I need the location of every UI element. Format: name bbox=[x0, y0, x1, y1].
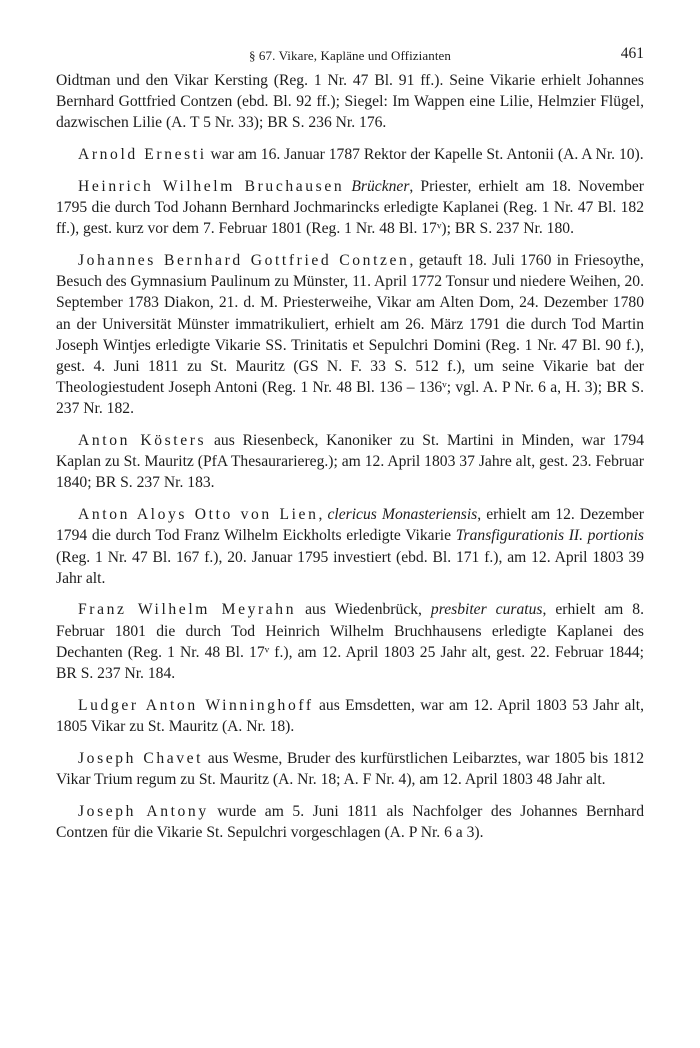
entry-text: (Reg. 1 Nr. 47 Bl. 167 f.), 20. Januar 1795 investiert (ebd. Bl. 171 f.), am 12. April 1803 39 Jahr alt. bbox=[56, 548, 644, 587]
biography-entry bbox=[56, 176, 644, 240]
entry-text: wurde am 5. Juni 1811 als Nachfolger des Johannes Bernhard Contzen für die Vikarie St. Sepulchri vorgeschlagen (A. P Nr. 6 a 3). bbox=[56, 802, 645, 841]
italic-text: presbiter curatus bbox=[430, 601, 543, 619]
italic-text: Brückner bbox=[351, 177, 410, 195]
book-page bbox=[56, 40, 644, 854]
entry-text: , Priester, erhielt am 18. November 1795 die durch Tod Johann Bernhard Jochmarincks erledigte Kaplanei (Reg. 1 Nr. 47 Bl. 182 ff.), gest. kurz vor dem 7. Februar 1801 (Reg. 1 Nr. 48 Bl. 17ᵛ); BR S. 237 Nr. 180. bbox=[56, 177, 644, 238]
person-name: Joseph Chavet bbox=[78, 749, 204, 767]
biography-entry bbox=[56, 599, 644, 684]
person-name: Anton Kösters bbox=[78, 432, 207, 450]
entry-text: , erhielt am 12. Dezember 1794 die durch Tod Franz Wilhelm Eickholts erledigte Vikarie bbox=[56, 506, 644, 545]
entry-text: , erhielt am 8. Februar 1801 die durch Tod Heinrich Wilhelm Bruchhausens erledigte Kaplanei des Dechanten (Reg. 1 Nr. 48 Bl. 17ᵛ f.), am 12. April 1803 25 Jahr alt, gest. 22. Februar 1844; BR S. 237 Nr. 184. bbox=[56, 601, 644, 683]
biography-entry bbox=[56, 695, 644, 737]
entry-text: aus Wiedenbrück, bbox=[296, 601, 431, 619]
biography-entry bbox=[56, 504, 644, 589]
person-name: Johannes Bernhard Gottfried Contzen bbox=[78, 251, 410, 269]
biography-entry bbox=[56, 748, 644, 790]
continued-entry-paragraph bbox=[56, 70, 644, 134]
entry-text: war am 16. Januar 1787 Rektor der Kapelle St. Antonii (A. A Nr. 10). bbox=[206, 146, 644, 164]
entry-text: aus Wesme, Bruder des kurfürstlichen Leibarztes, war 1805 bis 1812 Vikar Trium regum zu St. Mauritz (A. Nr. 18; A. F Nr. 4), am 12. April 1803 48 Jahr alt. bbox=[56, 749, 644, 788]
page-number: 461 bbox=[620, 45, 644, 62]
body-text bbox=[56, 70, 644, 843]
entry-text: aus Riesenbeck, Kanoniker zu St. Martini in Minden, war 1794 Kaplan zu St. Mauritz (PfA Thesaurariereg.); am 12. April 1803 37 Jahre alt, gest. 23. Februar 1840; BR S. 237 Nr. 183. bbox=[56, 432, 644, 492]
running-title: § 67. Vikare, Kapläne und Offizianten bbox=[248, 48, 452, 63]
entry-text: Oidtman und den Vikar Kersting (Reg. 1 Nr. 47 Bl. 91 ff.). Seine Vikarie erhielt Johannes Bernhard Gottfried Contzen (ebd. Bl. 92 ff.); Siegel: Im Wappen eine Lilie, Helmzier Flügel, dazwischen Lilie (A. T 5 Nr. 33); BR S. 236 Nr. 176. bbox=[56, 72, 644, 132]
person-name: Heinrich Wilhelm Bruchausen bbox=[78, 177, 345, 195]
person-name: Arnold Ernesti bbox=[78, 146, 207, 164]
biography-entry bbox=[56, 250, 644, 420]
biography-entry bbox=[56, 144, 644, 165]
person-name: Ludger Anton Winninghoff bbox=[78, 696, 314, 714]
person-name: Anton Aloys Otto von Lien bbox=[78, 506, 319, 524]
biography-entry bbox=[56, 430, 644, 494]
entry-text: , getauft 18. Juli 1760 in Friesoythe, Besuch des Gymnasium Paulinum zu Münster, 11. April 1772 Tonsur und niedere Weihen, 20. September 1783 Diakon, 21. d. M. Priesterweihe, Vikar am Alten Dom, 24. Dezember 1780 an der Universität Münster immatrikuliert, erhielt am 26. März 1791 die durch Tod Martin Joseph Wintjes erledigte Vikarie SS. Trinitatis et Sepulchri Domini (Reg. 1 Nr. 47 Bl. 90 f.), gest. 4. Juni 1811 zu St. Mauritz (GS N. F. 33 S. 512 f.), um seine Vikarie bat der Theologiestudent Joseph Antoni (Reg. 1 Nr. 48 Bl. 136 – 136ᵛ; vgl. A. P Nr. 6 a, H. 3); BR S. 237 Nr. 182. bbox=[56, 251, 644, 418]
italic-text: clericus Monasteriensis bbox=[327, 506, 478, 524]
italic-text: Transfigurationis II. portionis bbox=[455, 527, 644, 545]
biography-entry bbox=[56, 801, 644, 843]
running-header bbox=[56, 40, 644, 66]
person-name: Franz Wilhelm Meyrahn bbox=[78, 601, 297, 619]
entry-text: aus Emsdetten, war am 12. April 1803 53 Jahr alt, 1805 Vikar zu St. Mauritz (A. Nr. 18). bbox=[56, 696, 644, 735]
entry-text: , bbox=[318, 506, 328, 524]
person-name: Joseph Antony bbox=[78, 802, 209, 820]
